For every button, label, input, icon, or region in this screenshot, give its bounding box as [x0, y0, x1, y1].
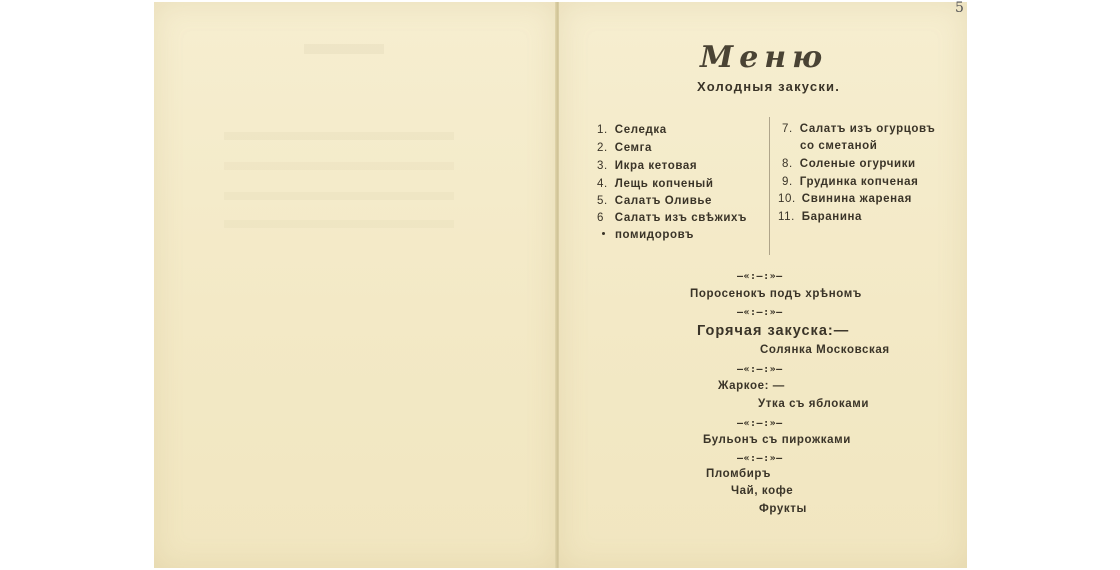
separator: —«:—:»—	[737, 271, 783, 282]
menu-item-tea: Чай, кофе	[731, 485, 794, 497]
ink-dot	[602, 232, 605, 235]
list-item: 3. Икра кетовая	[597, 160, 698, 172]
bleed-through-mark	[304, 44, 384, 54]
separator: —«:—:»—	[737, 364, 783, 375]
list-item: 4. Лещь копченый	[597, 178, 714, 190]
separator: —«:—:»—	[737, 453, 783, 464]
menu-item-solyanka: Солянка Московская	[760, 344, 890, 356]
menu-title: Меню	[700, 40, 829, 75]
left-page	[154, 2, 556, 568]
list-item-continuation: помидоровъ	[615, 229, 694, 241]
cold-appetizers-heading: Холодныя закуски.	[697, 79, 841, 94]
list-item: 11. Баранина	[778, 211, 863, 223]
page-number: 5	[955, 0, 964, 16]
bleed-through-mark	[224, 162, 454, 170]
menu-item-duck: Утка съ яблоками	[758, 398, 869, 410]
list-item: 7. Салатъ изъ огурцовъ	[782, 123, 936, 135]
menu-item-pig: Поросенокъ подъ хрѣномъ	[690, 288, 862, 300]
list-item: 6 Салатъ изъ свѣжихъ	[597, 212, 747, 224]
menu-item-broth: Бульонъ съ пирожками	[703, 434, 851, 446]
list-item-continuation: со сметаной	[800, 140, 878, 152]
hot-appetizer-heading: Горячая закуска:—	[697, 323, 850, 339]
list-item: 8. Соленые огурчики	[782, 158, 916, 170]
bleed-through-mark	[224, 132, 454, 140]
bleed-through-mark	[224, 192, 454, 200]
separator: —«:—:»—	[737, 418, 783, 429]
list-item: 10. Свинина жареная	[778, 193, 912, 205]
list-item: 9. Грудинка копченая	[782, 176, 919, 188]
column-divider	[769, 117, 770, 255]
separator: —«:—:»—	[737, 307, 783, 318]
list-item: 1. Селедка	[597, 124, 667, 136]
list-item: 2. Семга	[597, 142, 653, 154]
list-item: 5. Салатъ Оливье	[597, 195, 713, 207]
menu-item-plombir: Пломбиръ	[706, 468, 772, 480]
roast-heading: Жаркое: —	[718, 380, 785, 392]
menu-item-fruits: Фрукты	[759, 503, 807, 515]
bleed-through-mark	[224, 220, 454, 228]
